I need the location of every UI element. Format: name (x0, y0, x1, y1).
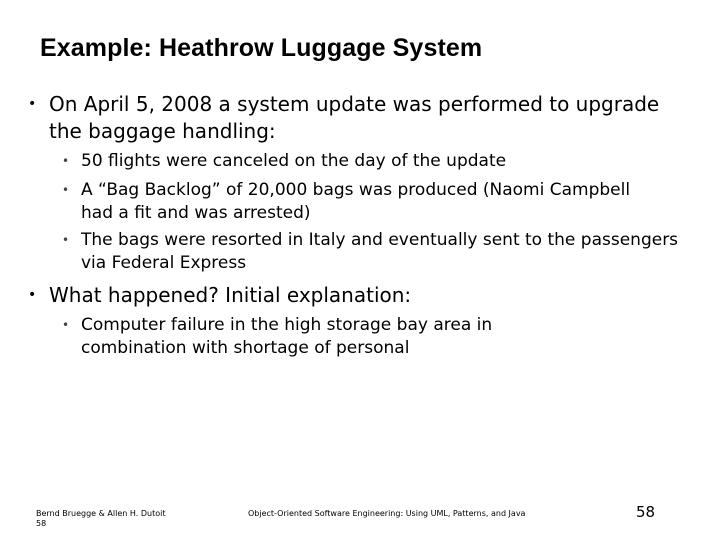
bullet-text: On April 5, 2008 a system update was performed to upgrade the baggage handling: (49, 92, 660, 143)
sub-bullet-item (62, 179, 662, 225)
bullet-item (28, 91, 688, 145)
sub-bullet-text: 50 flights were canceled on the day of the update (81, 151, 507, 171)
sub-bullet-text: The bags were resorted in Italy and eventually sent to the passengers via Federal Express (81, 230, 679, 273)
bullet-dot-icon: • (62, 183, 70, 197)
page-number: 58 (636, 503, 656, 521)
bullet-dot-icon: • (62, 318, 70, 332)
sub-bullet-item (62, 314, 582, 360)
bullet-dot-icon: • (28, 96, 37, 112)
bullet-item (28, 282, 688, 309)
sub-bullet-item (62, 150, 682, 173)
bullet-dot-icon: • (28, 287, 37, 303)
sub-bullet-text: A “Bag Backlog” of 20,000 bags was produced (Naomi Campbell had a fit and was arrested) (81, 180, 631, 223)
footer-authors-page: 58 (36, 519, 47, 528)
bullet-dot-icon: • (62, 154, 70, 168)
slide-title: Example: Heathrow Luggage System (40, 34, 483, 62)
footer-authors (36, 509, 165, 529)
footer-authors-text: Bernd Bruegge & Allen H. Dutoit (36, 509, 166, 518)
footer-book-title: Object-Oriented Software Engineering: Using UML, Patterns, and Java (248, 509, 526, 518)
sub-bullet-text: Computer failure in the high storage bay area in combination with shortage of personal (81, 315, 493, 358)
sub-bullet-item (62, 229, 702, 275)
bullet-dot-icon: • (62, 233, 70, 247)
bullet-text: What happened? Initial explanation: (49, 283, 412, 307)
